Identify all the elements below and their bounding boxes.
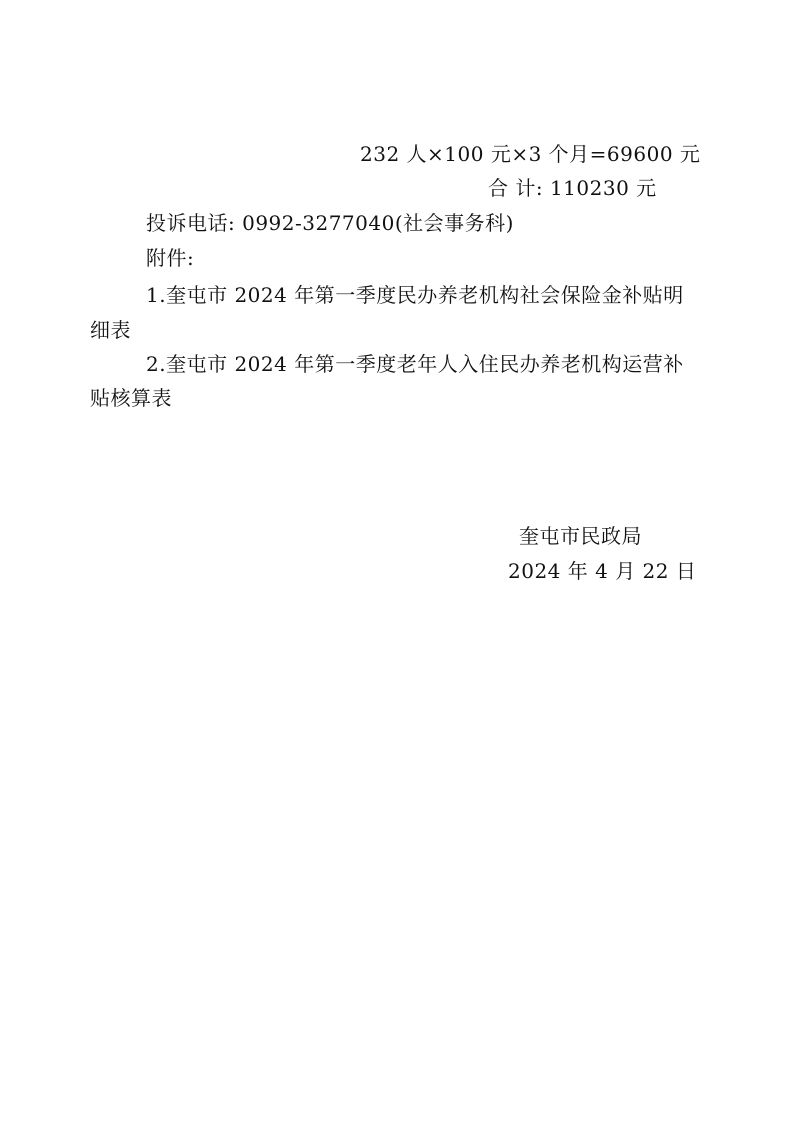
attachment-1-line-2: 细表 <box>90 318 131 342</box>
calculation-line: 232 人×100 元×3 个月=69600 元 <box>360 142 701 166</box>
total-line: 合 计: 110230 元 <box>488 176 657 200</box>
attachment-2-line-1: 2.奎屯市 2024 年第一季度老年人入住民办养老机构运营补 <box>146 352 684 376</box>
issue-date: 2024 年 4 月 22 日 <box>508 559 697 583</box>
attachment-2-line-2: 贴核算表 <box>90 386 172 410</box>
attachment-1-line-1: 1.奎屯市 2024 年第一季度民办养老机构社会保险金补贴明 <box>146 283 684 307</box>
complaint-phone: 投诉电话: 0992-3277040(社会事务科) <box>146 211 514 235</box>
attachments-label: 附件: <box>146 246 195 270</box>
issuer-name: 奎屯市民政局 <box>519 524 642 548</box>
